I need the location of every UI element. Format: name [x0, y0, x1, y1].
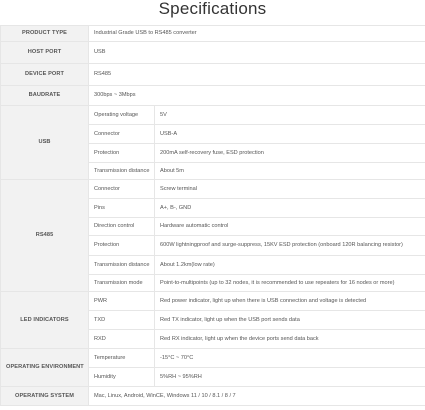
spec-category: BAUDRATE	[1, 86, 89, 106]
spec-category: RS485	[1, 180, 89, 292]
spec-value: 5%RH ~ 95%RH	[155, 368, 425, 387]
spec-label: Connector	[89, 125, 155, 144]
spec-label: Connector	[89, 180, 155, 199]
table-row	[1, 349, 425, 368]
table-row	[1, 86, 425, 106]
spec-label: Operating voltage	[89, 106, 155, 125]
spec-label: Pins	[89, 199, 155, 218]
spec-value: About 5m	[155, 163, 425, 180]
spec-value: 300bps ~ 3Mbps	[89, 86, 425, 106]
table-row	[1, 26, 425, 42]
spec-category: HOST PORT	[1, 42, 89, 64]
table-row	[1, 387, 425, 406]
spec-value: Red RX indicator, light up when the device ports send data back	[155, 330, 425, 349]
spec-value: Hardware automatic control	[155, 218, 425, 236]
page-title: Specifications	[158, 0, 267, 18]
specifications-table	[0, 25, 425, 406]
spec-label: Direction control	[89, 218, 155, 236]
spec-category: USB	[1, 106, 89, 180]
spec-category: DEVICE PORT	[1, 64, 89, 86]
table-row	[1, 106, 425, 125]
spec-value: Mac, Linux, Android, WinCE, Windows 11 / 10 / 8.1 / 8 / 7	[89, 387, 425, 406]
table-row	[1, 292, 425, 311]
table-row	[1, 64, 425, 86]
table-row	[1, 42, 425, 64]
spec-label: Transmission distance	[89, 256, 155, 275]
spec-value: RS485	[89, 64, 425, 86]
spec-value: 600W lightningproof and surge-suppress, 15KV ESD protection (onboard 120R balancing resistor)	[155, 236, 425, 256]
spec-value: 5V	[155, 106, 425, 125]
spec-category: PRODUCT TYPE	[1, 26, 89, 42]
spec-label: Transmission distance	[89, 163, 155, 180]
spec-label: RXD	[89, 330, 155, 349]
spec-label: Transmission mode	[89, 275, 155, 292]
spec-label: Humidity	[89, 368, 155, 387]
spec-value: Screw terminal	[155, 180, 425, 199]
spec-value: 200mA self-recovery fuse, ESD protection	[155, 144, 425, 163]
spec-value: A+, B-, GND	[155, 199, 425, 218]
spec-value: Red power indicator, light up when there is USB connection and voltage is detected	[155, 292, 425, 311]
spec-value: USB	[89, 42, 425, 64]
spec-value: -15°C ~ 70°C	[155, 349, 425, 368]
spec-category: OPERATING ENVIRONMENT	[1, 349, 89, 387]
spec-category: OPERATING SYSTEM	[1, 387, 89, 406]
spec-value: USB-A	[155, 125, 425, 144]
spec-label: Protection	[89, 144, 155, 163]
spec-label: TXD	[89, 311, 155, 330]
spec-value: Point-to-multipoints (up to 32 nodes, it is recommended to use repeaters for 16 nodes or more)	[155, 275, 425, 292]
table-row	[1, 180, 425, 199]
spec-label: PWR	[89, 292, 155, 311]
spec-value: Industrial Grade USB to RS485 converter	[89, 26, 425, 42]
spec-label: Temperature	[89, 349, 155, 368]
spec-value: Red TX indicator, light up when the USB port sends data	[155, 311, 425, 330]
spec-value: About 1.2km(low rate)	[155, 256, 425, 275]
spec-label: Protection	[89, 236, 155, 256]
spec-category: LED INDICATORS	[1, 292, 89, 349]
